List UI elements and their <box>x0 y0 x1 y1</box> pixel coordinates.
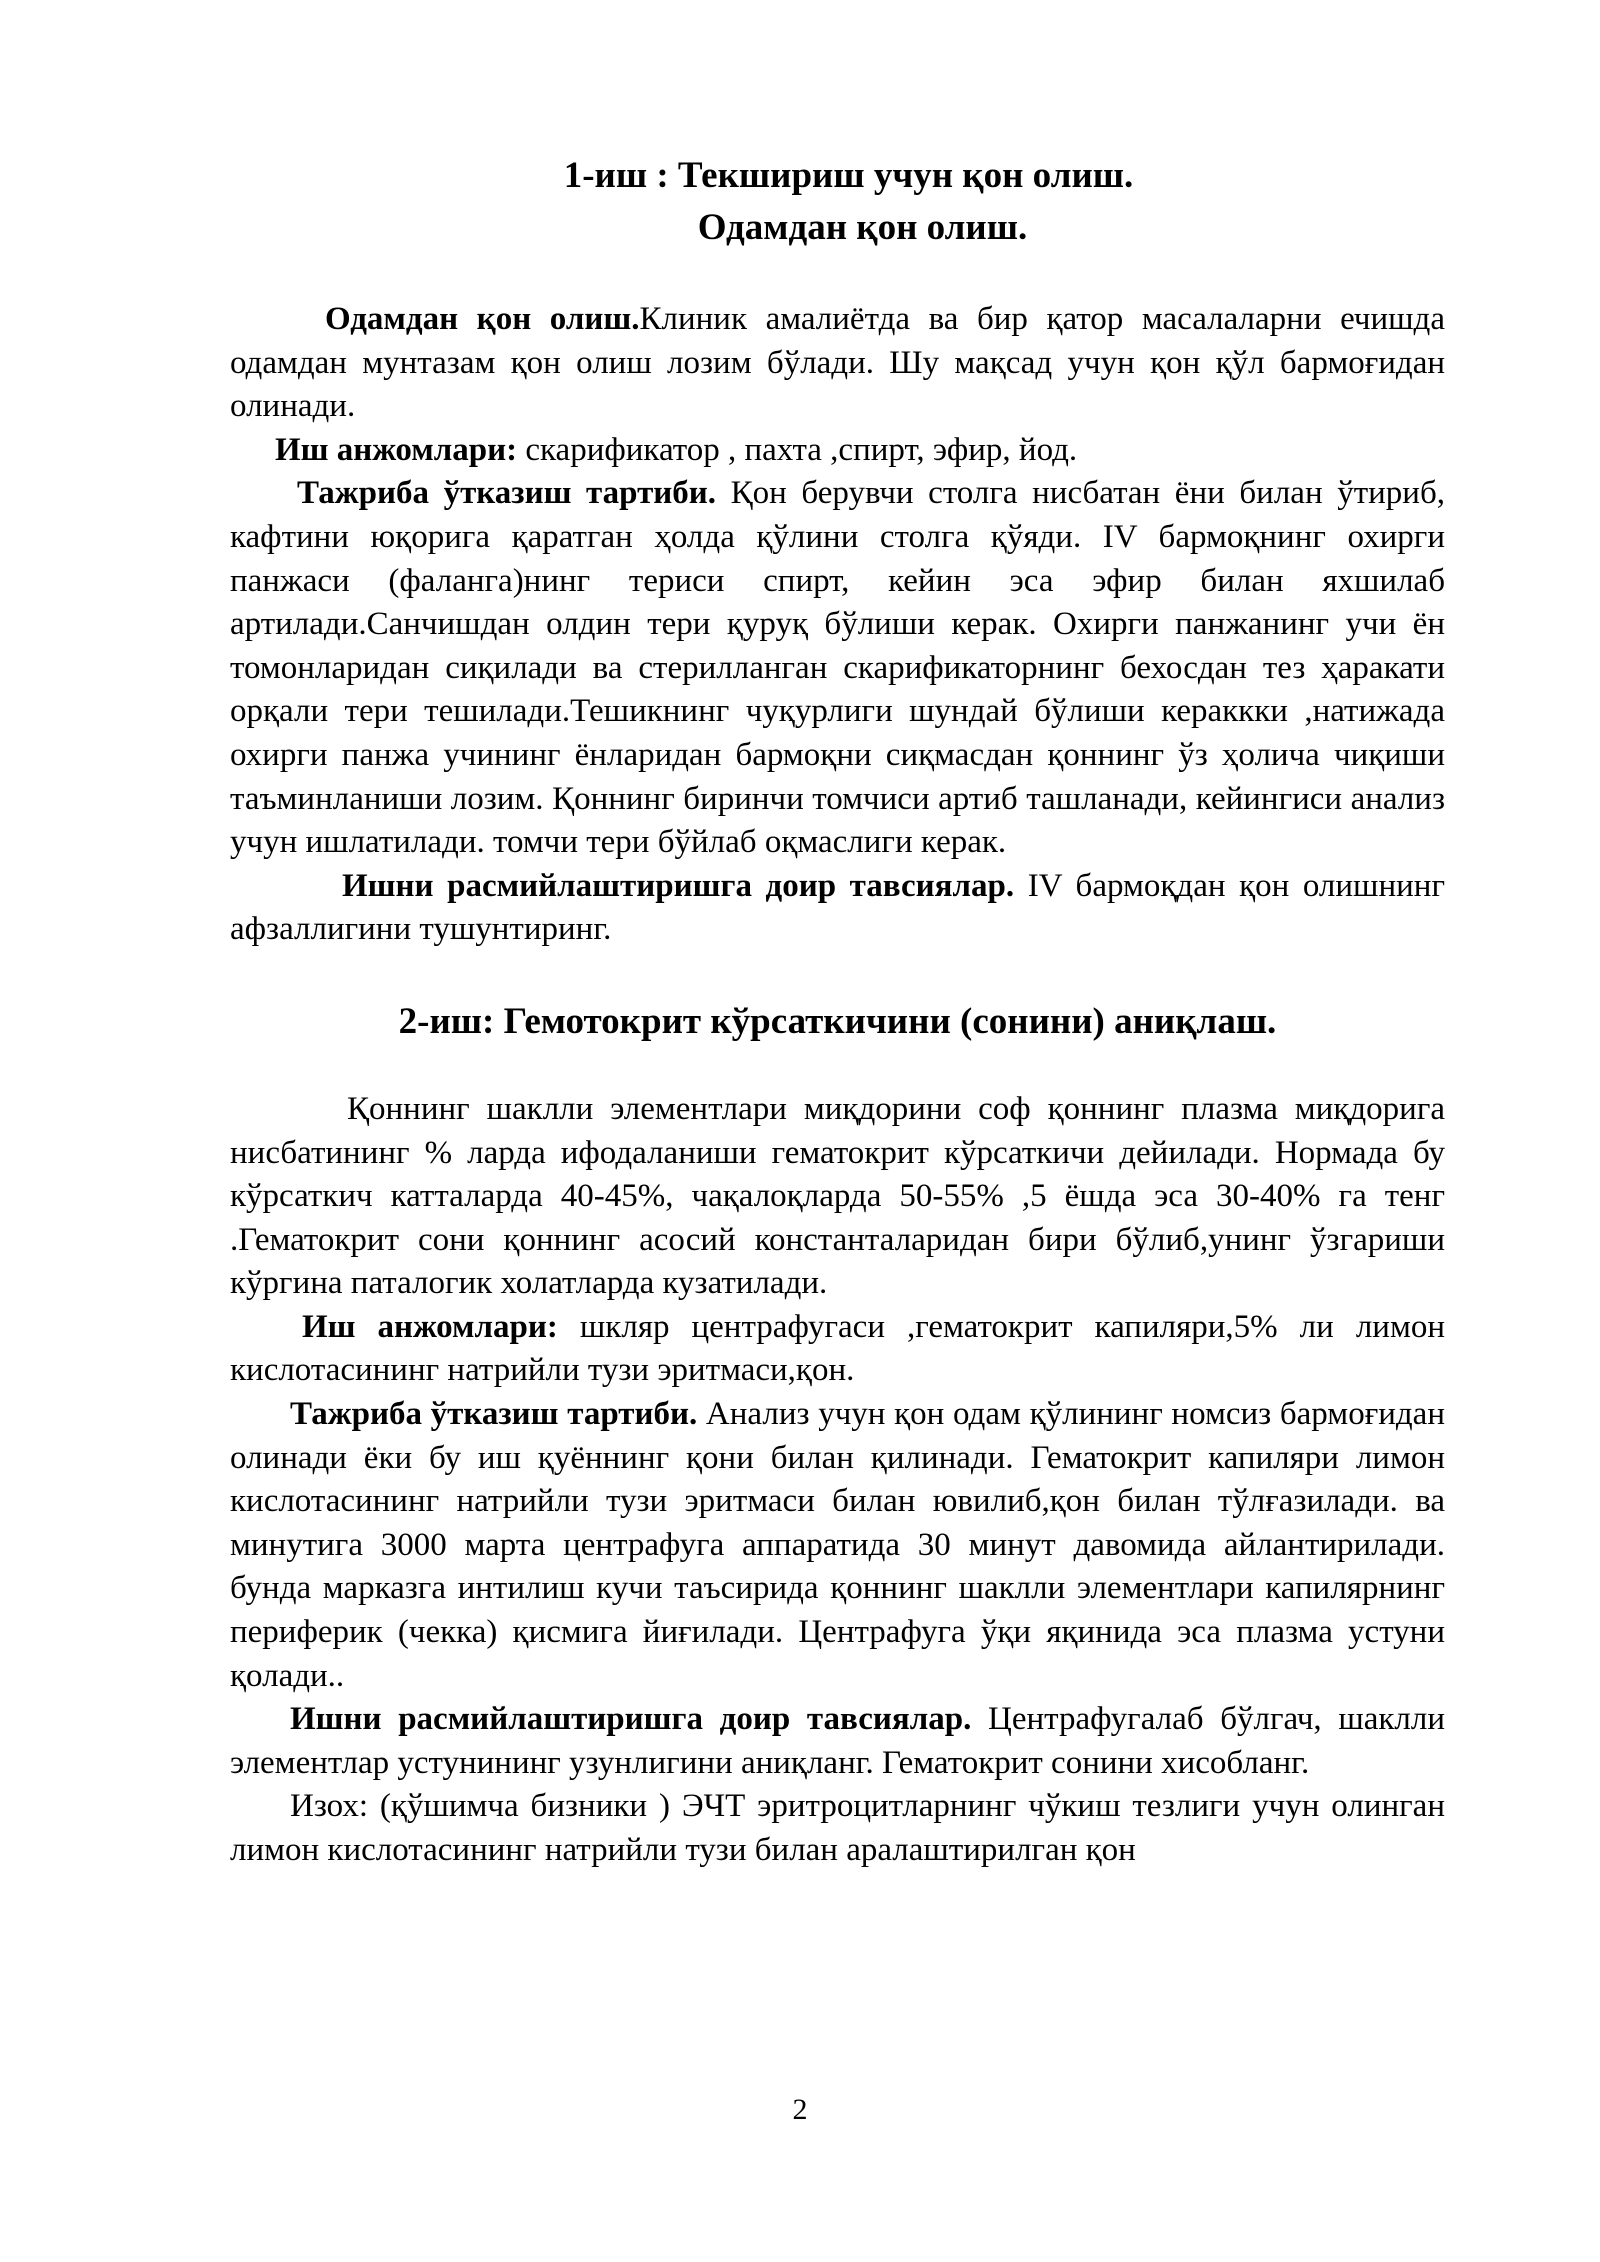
section1-intro-heading: Одамдан қон олиш. <box>325 301 640 337</box>
section2-note-text: Изох: (қўшимча бизники ) ЭЧТ эритроцитларнинг чўкиш тезлиги учун олинган лимон кислотасининг натрийли тузи билан аралаштирилган қон <box>230 1788 1445 1868</box>
section2-procedure-heading: Тажриба ўтказиш тартиби. <box>290 1396 698 1433</box>
section1-title <box>230 150 1445 254</box>
section2-paragraph-intro <box>230 1088 1445 1306</box>
page-content <box>230 150 1445 1873</box>
section1-procedure-text: Қон берувчи столга нисбатан ёни билан ўтириб, кафтини юқорига қаратган ҳолда қўлини столга қўяди. IV бармоқнинг охирги панжаси (фаланга)нинг териси спирт, кейин эса эфир билан яхшилаб артилади.Санчишдан олдин тери қуруқ бўлиши керак. Охирги панжанинг учи ён томонларидан сиқилади ва стерилланган скарификаторнинг бехосдан тез ҳаракати орқали тери тешилади.Тешикнинг чуқурлиги шундай бўлиши кераккки ,натижада охирги панжа учининг ёнларидан бармоқни сиқмасдан қоннинг ўз ҳолича чиқиши таъминланиши лозим. Қоннинг биринчи томчиси артиб ташланади, кейингиси анализ учун ишлатилади. томчи тери бўйлаб оқмаслиги керак. <box>230 475 1445 861</box>
section1-paragraph-tools <box>230 429 1445 473</box>
section1-procedure-heading: Тажриба ўтказиш тартиби. <box>297 475 717 512</box>
section2-paragraph-recommendations <box>230 1698 1445 1785</box>
section2-recommendations-heading: Ишни расмийлаштиришга доир тавсиялар. <box>290 1701 972 1738</box>
section1-paragraph-procedure <box>230 472 1445 864</box>
section1-paragraph-recommendations <box>230 865 1445 952</box>
section2-intro-text: Қоннинг шаклли элементлари миқдорини соф қоннинг плазма миқдорига нисбатининг % ларда ифодаланиши гематокрит кўрсаткичи дейилади. Нормада бу кўрсаткич катталарда 40-45%, чақалоқларда 50-55% ,5 ёшда эса 30-40% га тенг .Гематокрит сони қоннинг асосий константаларидан бири бўлиб,унинг ўзгариши кўргина паталогик холатларда кузатилади. <box>230 1090 1445 1302</box>
section1-tools-heading: Иш анжомлари: <box>275 431 518 468</box>
section1-intro-text: Клиник амалиётда ва бир қатор масалаларни ечишда одамдан мунтазам қон олиш лозим бўлади. Шу мақсад учун қон қўл бармоғидан олинади. <box>230 301 1445 425</box>
section1-tools-text: скарификатор , пахта ,спирт, эфир, йод. <box>517 431 1078 468</box>
section2-tools-text: шкляр центрафугаси ,гематокрит капиляри,5% ли лимон кислотасининг натрийли тузи эритмаси,қон. <box>230 1308 1445 1389</box>
section2-recommendations-text: Центрафугалаб бўлгач, шаклли элементлар устунининг узунлигини аниқланг. Гематокрит сонини хисобланг. <box>230 1701 1446 1781</box>
section2-tools-heading: Иш анжомлари: <box>302 1308 558 1345</box>
section1-title-line1: 1-иш : Текшириш учун қон олиш. <box>563 155 1134 196</box>
section1-paragraph-intro <box>230 298 1445 429</box>
section1-title-line2: Одамдан қон олиш. <box>697 207 1028 248</box>
section2-procedure-text: Анализ учун қон одам қўлининг номсиз бармоғидан олинади ёки бу иш қуённинг қони билан қилинади. Гематокрит капиляри лимон кислотасининг натрийли тузи эритмаси билан ювилиб,қон билан тўлғазилади. ва минутига 3000 марта центрафуга аппаратида 30 минут давомида айлантирилади. бунда марказга интилиш кучи таъсирида қоннинг шаклли элементлари капилярнинг периферик (чекка) қисмига йиғилади. Центрафуга ўқи яқинида эса плазма устуни қолади.. <box>230 1396 1445 1694</box>
section2-paragraph-note <box>230 1785 1445 1872</box>
section1-recommendations-heading: Ишни расмийлаштиришга доир тавсиялар. <box>342 867 1015 904</box>
page-number: 2 <box>792 2093 808 2126</box>
section2-paragraph-tools <box>230 1306 1445 1393</box>
section1-recommendations-text: IV бармоқдан қон олишнинг афзаллигини тушунтиринг. <box>230 867 1445 948</box>
section2-paragraph-procedure <box>230 1393 1445 1698</box>
section2-title: 2-иш: Гемотокрит кўрсаткичини (сонини) аниқлаш. <box>398 1000 1277 1042</box>
